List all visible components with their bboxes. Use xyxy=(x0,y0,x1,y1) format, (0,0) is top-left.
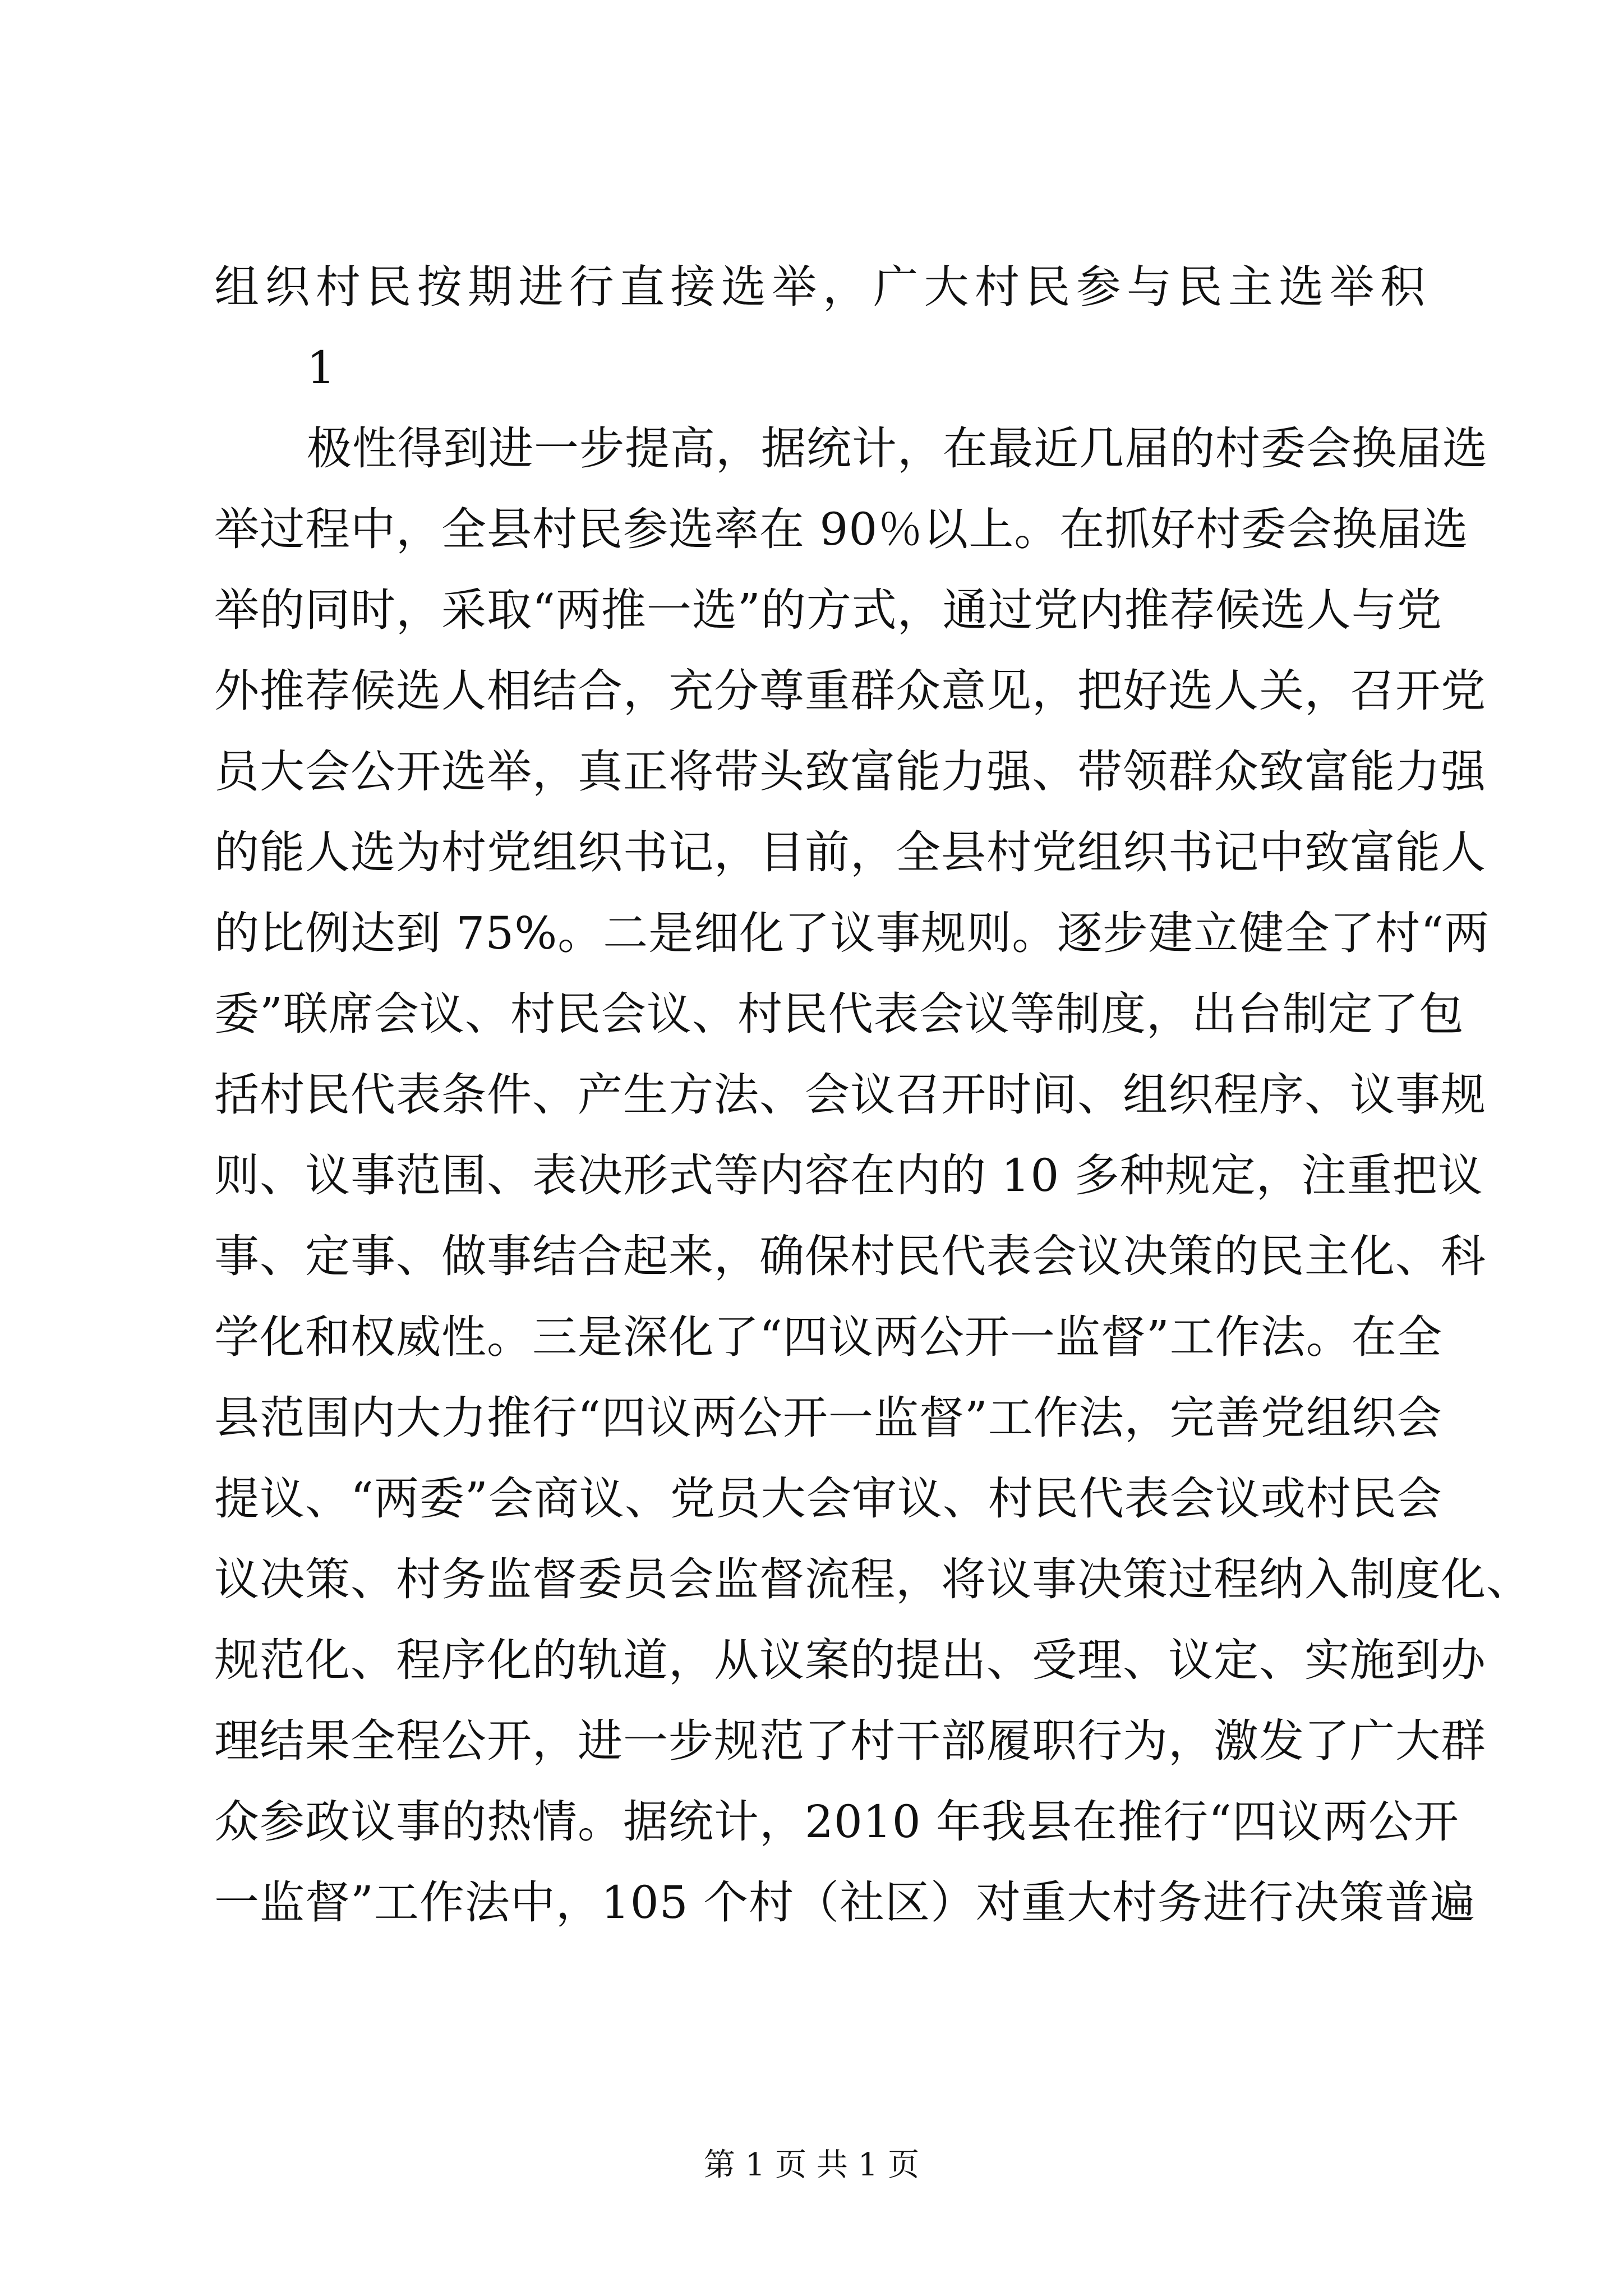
text-line: 委”联席会议、村民会议、村民代表会议等制度，出台制定了包 xyxy=(214,988,1464,1040)
text-line: 员大会公开选举，真正将带头致富能力强、带领群众致富能力强 xyxy=(214,746,1486,798)
text-line: 举过程中，全县村民参选率在 90％以上。在抓好村委会换届选 xyxy=(214,503,1469,555)
text-line: 极性得到进一步提高，据统计，在最近几届的村委会换届选 xyxy=(307,422,1488,475)
text-line: 议决策、村务监督委员会监督流程，将议事决策过程纳入制度化、 xyxy=(214,1553,1532,1605)
text-line: 的比例达到 75%。二是细化了议事规则。逐步建立健全了村“两 xyxy=(214,907,1490,959)
text-line: 举的同时，采取“两推一选”的方式，通过党内推荐候选人与党 xyxy=(214,584,1442,636)
text-line: 县范围内大力推行“四议两公开一监督”工作法，完善党组织会 xyxy=(214,1392,1442,1444)
text-line: 外推荐候选人相结合，充分尊重群众意见，把好选人关，召开党 xyxy=(214,665,1486,717)
text-line: 学化和权威性。三是深化了“四议两公开一监督”工作法。在全 xyxy=(214,1311,1442,1363)
text-line: 的能人选为村党组织书记，目前，全县村党组织书记中致富能人 xyxy=(214,826,1486,878)
body-text xyxy=(214,247,1532,1943)
text-line: 众参政议事的热情。据统计，2010 年我县在推行“四议两公开 xyxy=(214,1796,1459,1848)
page-number-marker: 1 xyxy=(307,342,336,394)
text-line: 一监督”工作法中，105 个村（社区）对重大村务进行决策普遍 xyxy=(214,1876,1476,1929)
text-line: 括村民代表条件、产生方法、会议召开时间、组织程序、议事规 xyxy=(214,1069,1486,1121)
text-line: 理结果全程公开，进一步规范了村干部履职行为，激发了广大群 xyxy=(214,1715,1486,1767)
text-line: 规范化、程序化的轨道，从议案的提出、受理、议定、实施到办 xyxy=(214,1634,1486,1686)
text-line: 则、议事范围、表决形式等内容在内的 10 多种规定，注重把议 xyxy=(214,1149,1483,1202)
page-footer: 第 1 页 共 1 页 xyxy=(703,2147,920,2183)
text-line: 事、定事、做事结合起来，确保村民代表会议决策的民主化、科 xyxy=(214,1230,1486,1282)
text-line: 提议、“两委”会商议、党员大会审议、村民代表会议或村民会 xyxy=(214,1473,1442,1525)
text-line: 组织村民按期进行直接选举，广大村民参与民主选举积 xyxy=(214,261,1426,313)
